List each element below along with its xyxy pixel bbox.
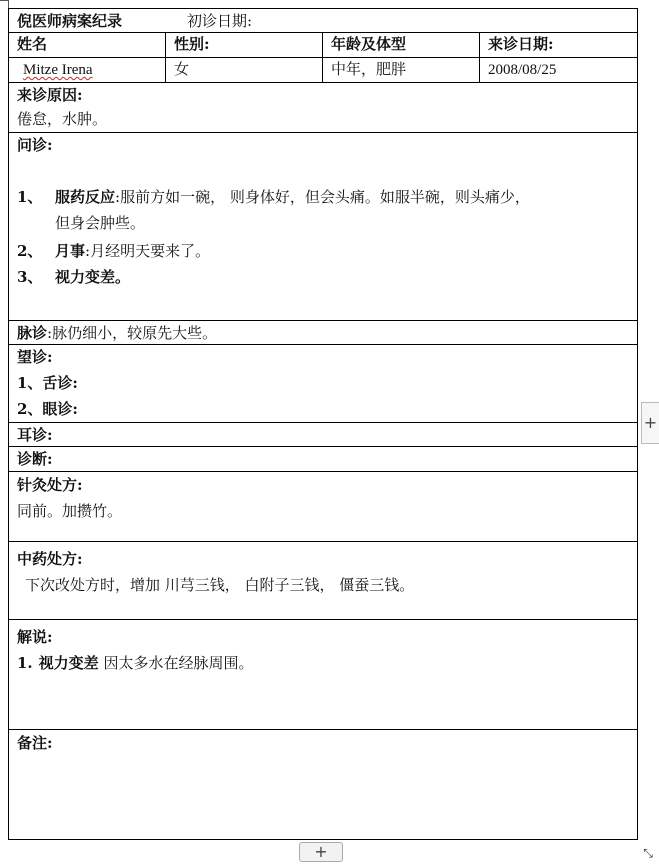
explanation-section[interactable] xyxy=(9,620,637,730)
item-number: 1. xyxy=(17,654,33,672)
reason-text: 倦怠，水肿。 xyxy=(17,110,108,128)
item-text: :月经明天要来了。 xyxy=(85,242,211,260)
item-text: 。 xyxy=(115,268,131,286)
pulse-section[interactable] xyxy=(9,321,637,345)
pulse-label: 脉诊 xyxy=(17,324,48,342)
name-cell[interactable] xyxy=(9,58,166,82)
acupuncture-text: 同前。加攒竹。 xyxy=(17,502,123,520)
pulse-text: :脉仍细小，较原先大些。 xyxy=(47,324,218,342)
item-title: 视力变差 xyxy=(38,654,99,672)
explanation-item xyxy=(17,651,629,675)
acupuncture-label: 针灸处方: xyxy=(17,476,83,494)
page-corner-mark xyxy=(0,0,8,1)
ear-label: 耳诊: xyxy=(17,426,53,444)
visit-date: 2008/08/25 xyxy=(488,62,557,78)
visit-date-cell[interactable] xyxy=(480,58,637,82)
ear-section[interactable] xyxy=(9,423,637,447)
gender-cell[interactable] xyxy=(166,58,323,82)
herbal-text: 下次改处方时，增加 川芎三钱， 白附子三钱， 僵蚕三钱。 xyxy=(25,576,415,594)
age-build-cell[interactable] xyxy=(323,58,480,82)
pulse-line xyxy=(17,321,629,345)
inquiry-label: 问诊: xyxy=(17,136,53,154)
document-title: 倪医师病案纪录 xyxy=(17,12,123,30)
item-text: 因太多水在经脉周围。 xyxy=(98,654,254,672)
observation-label: 望诊: xyxy=(17,348,53,366)
case-record-form xyxy=(8,8,638,840)
tongue-diagnosis-label: 1、舌诊: xyxy=(17,374,78,392)
item-title: 服药反应 xyxy=(55,188,116,206)
add-column-button[interactable]: + xyxy=(641,402,659,444)
header-row xyxy=(9,9,637,33)
item-number: 2、 xyxy=(17,242,43,260)
diagnosis-section[interactable] xyxy=(9,447,637,472)
explanation-label: 解说: xyxy=(17,628,53,646)
name-header: 姓名 xyxy=(9,33,166,57)
acupuncture-section[interactable] xyxy=(9,472,637,542)
diagnosis-label: 诊断: xyxy=(17,450,53,468)
eye-diagnosis-label: 2、眼诊: xyxy=(17,400,78,418)
item-number: 3、 xyxy=(17,268,43,286)
observation-section[interactable] xyxy=(9,345,637,423)
resize-icon[interactable]: ⤡ xyxy=(643,846,653,860)
info-header-row xyxy=(9,33,637,58)
patient-name: Mitze Irena xyxy=(23,62,93,78)
inquiry-item xyxy=(17,185,629,209)
first-visit-date-label: 初诊日期: xyxy=(187,12,253,30)
reason-label: 来诊原因: xyxy=(17,86,83,104)
item-text: :服前方如一碗， 则身体好，但会头痛。如服半碗，则头痛少， xyxy=(115,188,530,206)
item-continuation: 但身会肿些。 xyxy=(55,214,146,232)
item-title: 月事 xyxy=(55,242,86,260)
reason-section[interactable] xyxy=(9,83,637,133)
inquiry-item xyxy=(17,239,629,263)
notes-section[interactable] xyxy=(9,730,637,841)
visit-date-header: 来诊日期: xyxy=(488,35,554,53)
info-value-row xyxy=(9,58,637,83)
inquiry-section[interactable] xyxy=(9,133,637,321)
add-row-button[interactable]: + xyxy=(299,842,343,862)
patient-age-build: 中年，肥胖 xyxy=(331,60,407,78)
age-build-header: 年龄及体型 xyxy=(323,33,480,57)
page-corner-mark xyxy=(8,0,9,8)
patient-gender: 女 xyxy=(174,60,190,78)
herbal-label: 中药处方: xyxy=(17,550,83,568)
item-title: 视力变差 xyxy=(55,268,116,286)
inquiry-item xyxy=(17,265,629,289)
gender-header: 性别: xyxy=(166,33,323,57)
notes-label: 备注: xyxy=(17,734,53,752)
herbal-section[interactable] xyxy=(9,542,637,620)
item-number: 1、 xyxy=(17,188,43,206)
